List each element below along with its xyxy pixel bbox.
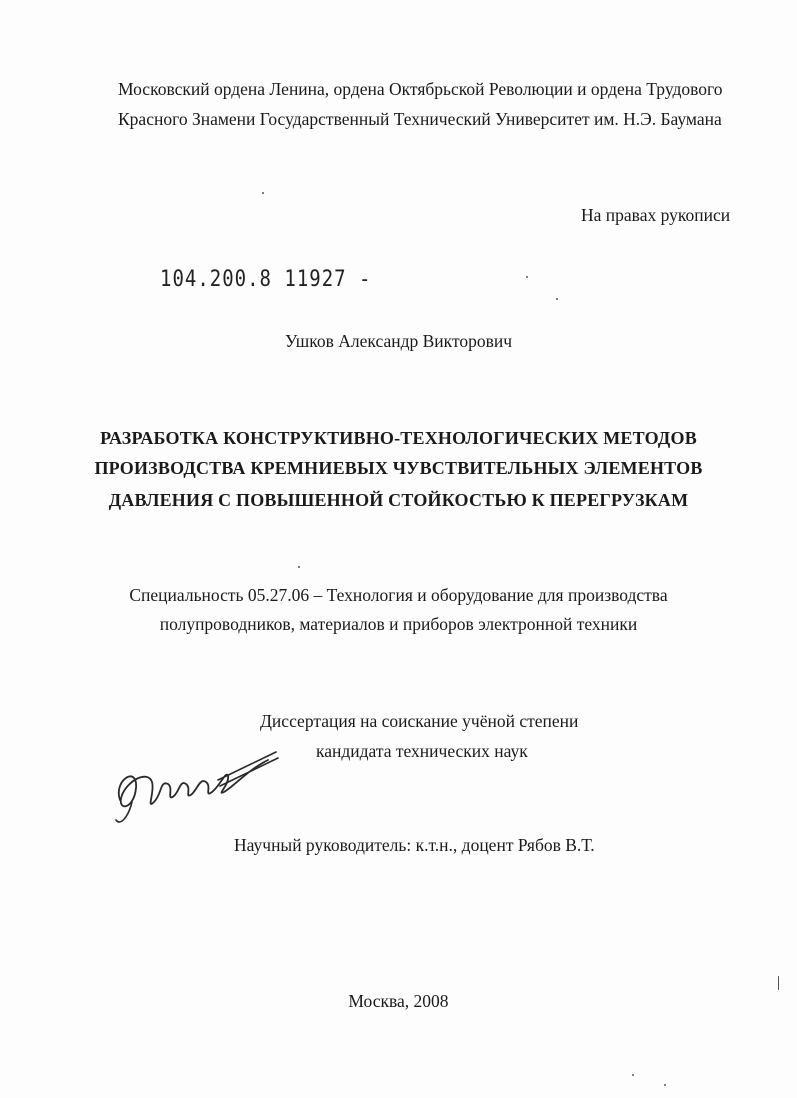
scan-speck [526, 276, 528, 278]
registration-stamp: 104.200.8 11927 - [160, 266, 372, 292]
city-year: Москва, 2008 [348, 991, 449, 1011]
scan-speck [262, 192, 264, 194]
supervisor: Научный руководитель: к.т.н., доцент Рябов В.Т. [234, 835, 595, 855]
specialty-line-2: полупроводников, материалов и приборов электронной техники [159, 614, 638, 634]
scan-speck [664, 1084, 666, 1086]
specialty-line-1: Специальность 05.27.06 – Технология и оборудование для производства [129, 585, 668, 605]
scan-speck [778, 976, 779, 990]
title-line-3: ДАВЛЕНИЯ С ПОВЫШЕННОЙ СТОЙКОСТЬЮ К ПЕРЕГРУЗКАМ [108, 490, 689, 510]
institution-line-2: Красного Знамени Государственный Технический Университет им. Н.Э. Баумана [118, 109, 722, 129]
author-signature [108, 740, 288, 830]
title-line-2: ПРОИЗВОДСТВА КРЕМНИЕВЫХ ЧУВСТВИТЕЛЬНЫХ ЭЛЕМЕНТОВ [94, 458, 703, 478]
degree-line-2: кандидата технических наук [316, 741, 528, 761]
scan-speck [556, 298, 558, 300]
scan-speck [298, 566, 300, 568]
institution-line-1: Московский ордена Ленина, ордена Октябрьской Революции и ордена Трудового [118, 79, 723, 99]
title-line-1: РАЗРАБОТКА КОНСТРУКТИВНО-ТЕХНОЛОГИЧЕСКИХ МЕТОДОВ [100, 428, 697, 448]
degree-line-1: Диссертация на соискание учёной степени [260, 711, 579, 731]
author-name: Ушков Александр Викторович [284, 331, 513, 351]
scan-speck [632, 1074, 634, 1076]
rights-note: На правах рукописи [581, 205, 731, 225]
